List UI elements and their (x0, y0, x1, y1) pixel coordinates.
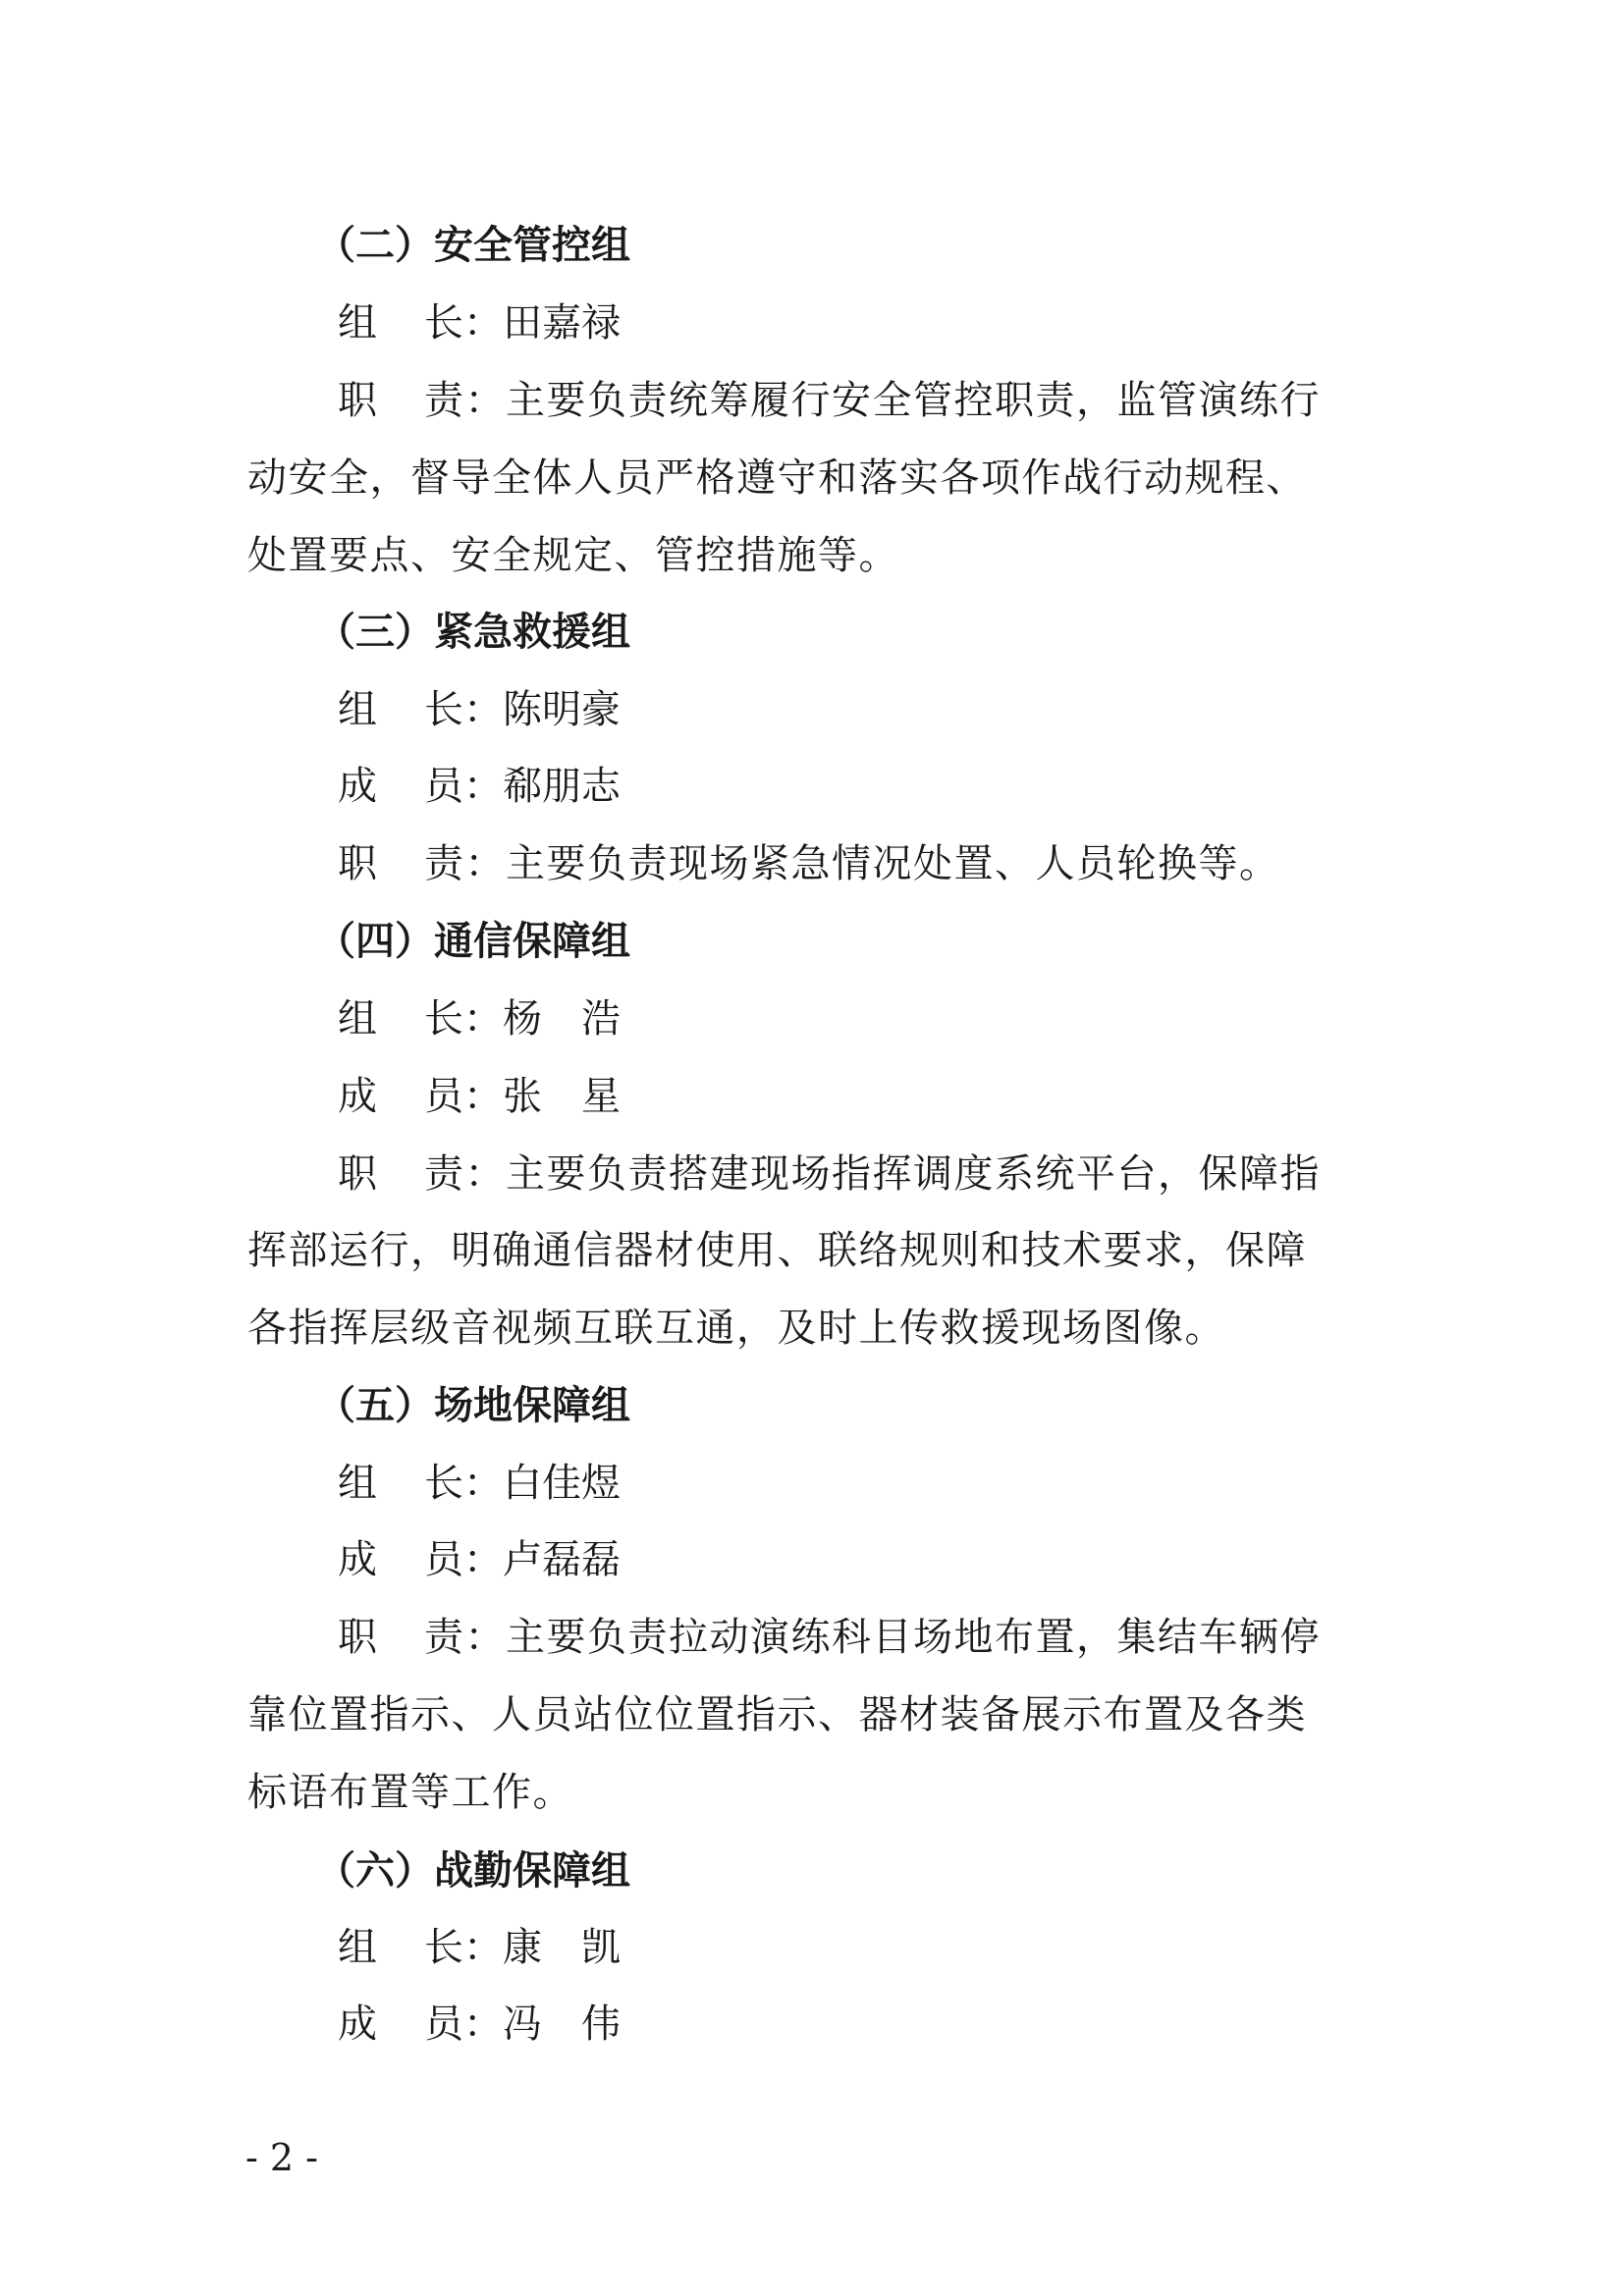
leader-name: 陈明豪 (503, 687, 621, 732)
member-line (338, 761, 1624, 812)
leader-label-char: 组 (338, 1925, 377, 1970)
duty-text: 主要负责现场紧急情况处置、人员轮换等。 (506, 841, 1280, 886)
duty-text: 主要负责搭建现场指挥调度系统平台，保障指 (506, 1151, 1321, 1197)
section-heading: （五）场地保障组 (316, 1382, 630, 1428)
page-number: - 2 - (245, 2136, 319, 2179)
member-line (338, 1071, 1624, 1122)
leader-name: 白佳煜 (503, 1461, 621, 1506)
leader-label-char: 组 (338, 996, 377, 1041)
member-name: 张 星 (503, 1074, 621, 1119)
member-line (338, 1534, 1624, 1585)
duty-label-char: 职 (338, 1151, 379, 1197)
member-label-char: 员： (424, 764, 503, 809)
leader-line (338, 297, 1624, 348)
leader-label-char: 长： (424, 300, 503, 346)
leader-line (338, 993, 1624, 1044)
leader-line (338, 1458, 1624, 1509)
duty-text-continued: 各指挥层级音视频互联互通，及时上传救援现场图像。 (247, 1306, 1225, 1351)
leader-label-char: 组 (338, 1461, 377, 1506)
leader-label-char: 长： (424, 687, 503, 732)
section-heading: （四）通信保障组 (316, 918, 630, 964)
member-line (338, 1999, 1624, 2050)
duty-text-continued: 处置要点、安全规定、管控措施等。 (247, 533, 899, 578)
duty-text-continued: 靠位置指示、人员站位位置指示、器材装备展示布置及各类 (247, 1692, 1307, 1737)
leader-name: 杨 浩 (503, 996, 621, 1041)
member-label-char: 员： (424, 1537, 503, 1582)
leader-line (338, 1922, 1624, 1973)
duty-line (338, 1148, 1624, 1200)
leader-label-char: 组 (338, 300, 377, 346)
leader-line (338, 684, 1624, 735)
duty-text-continued: 标语布置等工作。 (247, 1770, 573, 1815)
leader-label-char: 长： (424, 1461, 503, 1506)
leader-label-char: 长： (424, 996, 503, 1041)
duty-label-char: 责： (424, 378, 506, 423)
member-label-char: 员： (424, 2002, 503, 2047)
duty-label-char: 责： (424, 841, 506, 886)
duty-line (338, 375, 1624, 426)
duty-label-char: 职 (338, 1615, 379, 1660)
duty-line (338, 838, 1624, 889)
leader-name: 康 凯 (503, 1925, 621, 1970)
member-label-char: 成 (338, 1074, 377, 1119)
duty-line (338, 1612, 1624, 1663)
duty-label-char: 职 (338, 378, 379, 423)
duty-text-continued: 挥部运行，明确通信器材使用、联络规则和技术要求，保障 (247, 1228, 1307, 1273)
duty-label-char: 职 (338, 841, 379, 886)
duty-text-continued: 动安全，督导全体人员严格遵守和落实各项作战行动规程、 (247, 455, 1307, 501)
duty-text: 主要负责统筹履行安全管控职责，监管演练行 (506, 378, 1321, 423)
member-label-char: 成 (338, 2002, 377, 2047)
leader-label-char: 长： (424, 1925, 503, 1970)
member-label-char: 成 (338, 764, 377, 809)
leader-name: 田嘉禄 (503, 300, 621, 346)
member-label-char: 成 (338, 1537, 377, 1582)
member-name: 冯 伟 (503, 2002, 621, 2047)
member-name: 卢磊磊 (503, 1537, 621, 1582)
member-name: 郗朋志 (503, 764, 621, 809)
duty-text: 主要负责拉动演练科目场地布置，集结车辆停 (506, 1615, 1321, 1660)
section-heading: （六）战勤保障组 (316, 1847, 630, 1894)
section-heading: （二）安全管控组 (316, 222, 630, 268)
leader-label-char: 组 (338, 687, 377, 732)
duty-label-char: 责： (424, 1615, 506, 1660)
section-heading: （三）紧急救援组 (316, 609, 630, 655)
member-label-char: 员： (424, 1074, 503, 1119)
duty-label-char: 责： (424, 1151, 506, 1197)
